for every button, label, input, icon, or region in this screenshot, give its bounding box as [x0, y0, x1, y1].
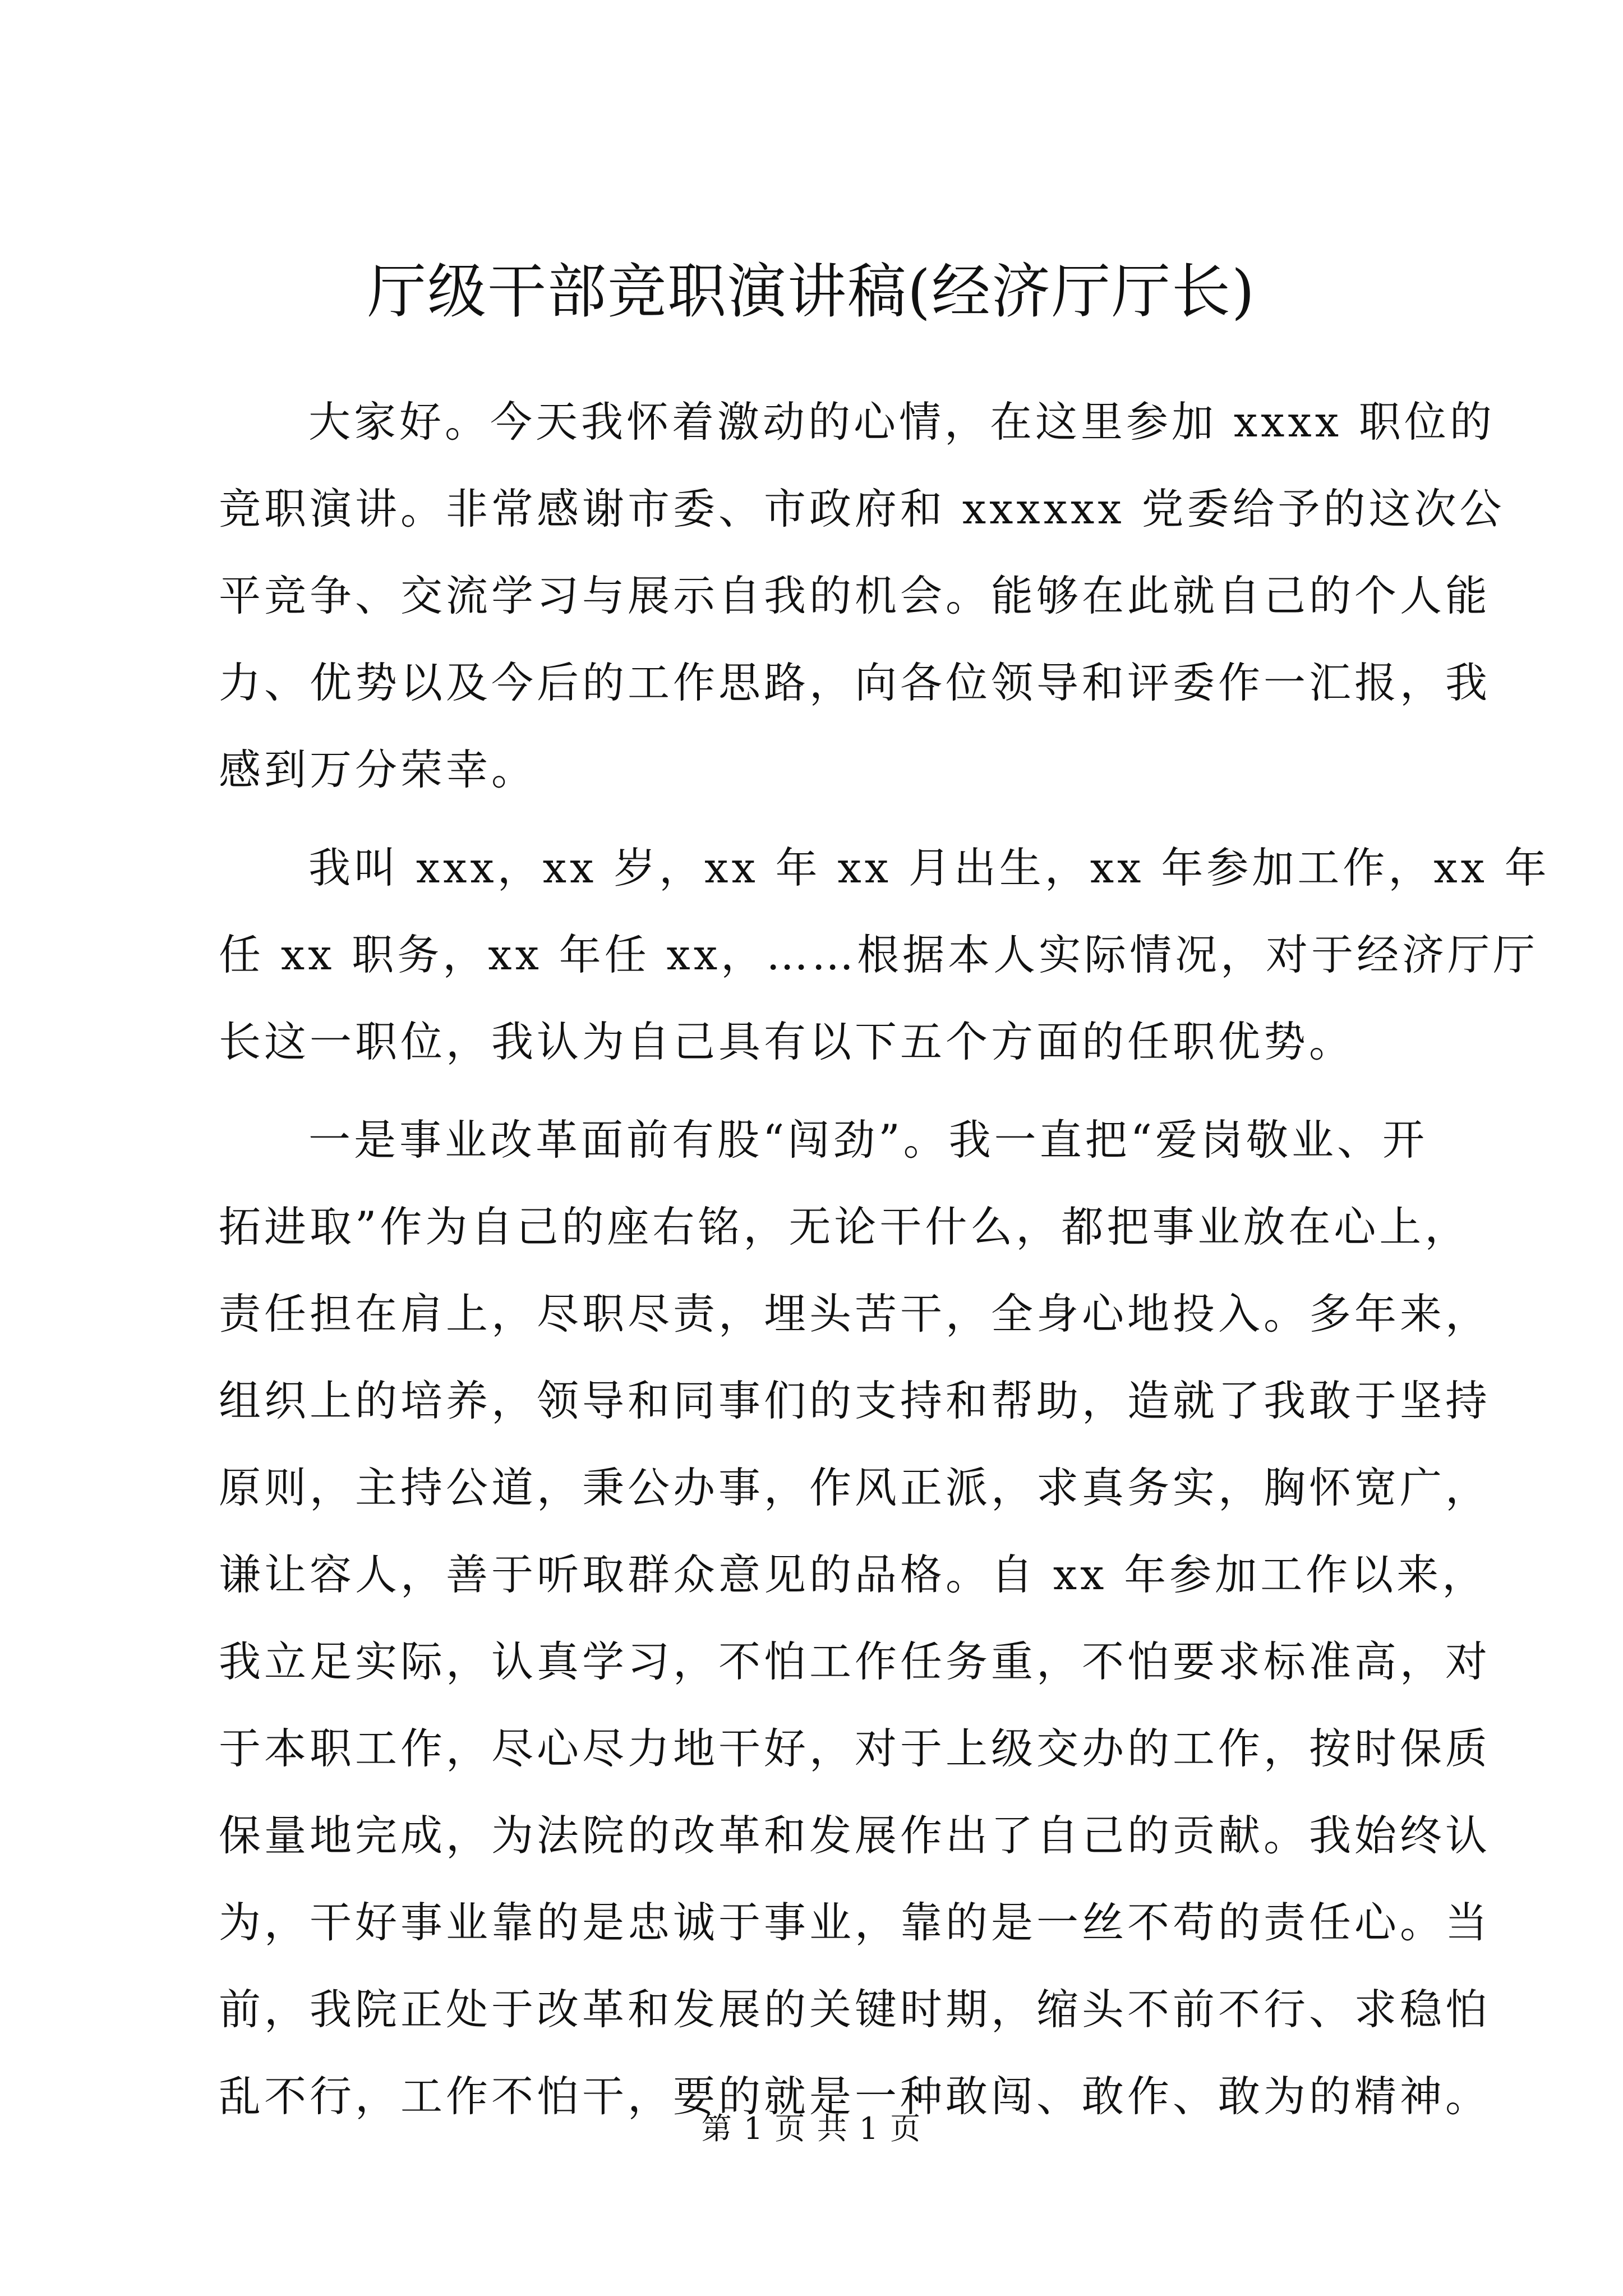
text-line: 为，干好事业靠的是忠诚于事业，靠的是一丝不苟的责任心。当: [219, 1898, 1491, 1947]
paragraph-2: [219, 825, 1550, 1085]
text-line: 大家好。今天我怀着激动的心情，在这里参加 xxxx 职位的: [308, 397, 1495, 447]
page-footer: 第 1 页 共 1 页: [701, 2111, 922, 2146]
text-line: 乱不行，工作不怕干，要的就是一种敢闯、敢作、敢为的精神。: [219, 2072, 1491, 2121]
text-line: 原则，主持公道，秉公办事，作风正派，求真务实，胸怀宽广，: [219, 1463, 1491, 1512]
text-line: 平竞争、交流学习与展示自我的机会。能够在此就自己的个人能: [219, 571, 1491, 620]
text-line: 前，我院正处于改革和发展的关键时期，缩头不前不行、求稳怕: [219, 1985, 1491, 2034]
text-line: 一是事业改革面前有股“闯劲”。我一直把“爱岗敬业、开: [308, 1115, 1428, 1165]
text-line: 拓进取”作为自己的座右铭，无论干什么，都把事业放在心上，: [219, 1202, 1470, 1251]
text-line: 于本职工作，尽心尽力地干好，对于上级交办的工作，按时保质: [219, 1724, 1491, 1773]
text-line: 保量地完成，为法院的改革和发展作出了自己的贡献。我始终认: [219, 1811, 1491, 1860]
paragraph-gap: [219, 1085, 1424, 1097]
text-line: 我叫 xxx，xx 岁，xx 年 xx 月出生，xx 年参加工作，xx 年: [308, 843, 1550, 892]
document-body: [219, 379, 1550, 2140]
text-line: 竞职演讲。非常感谢市委、市政府和 xxxxxx 党委给予的这次公: [219, 484, 1505, 533]
text-line: 责任担在肩上，尽职尽责，埋头苦干，全身心地投入。多年来，: [219, 1289, 1491, 1338]
text-line: 长这一职位，我认为自己具有以下五个方面的任职优势。: [219, 1017, 1355, 1066]
text-line: 力、优势以及今后的工作思路，向各位领导和评委作一汇报，我: [219, 658, 1491, 707]
text-line: 谦让容人，善于听取群众意见的品格。自 xx 年参加工作以来，: [219, 1550, 1488, 1599]
text-line: 我立足实际，认真学习，不怕工作任务重，不怕要求标准高，对: [219, 1637, 1491, 1686]
document-title: 厅级干部竞职演讲稿(经济厅厅长): [367, 257, 1256, 326]
paragraph-gap: [219, 813, 1424, 825]
text-line: 感到万分荣幸。: [219, 745, 537, 794]
text-line: 组织上的培养，领导和同事们的支持和帮助，造就了我敢于坚持: [219, 1376, 1491, 1425]
paragraph-1: [219, 379, 1505, 813]
text-line: 任 xx 职务，xx 年任 xx，……根据本人实际情况，对于经济厅厅: [219, 930, 1539, 979]
paragraph-3: [219, 1097, 1491, 2140]
